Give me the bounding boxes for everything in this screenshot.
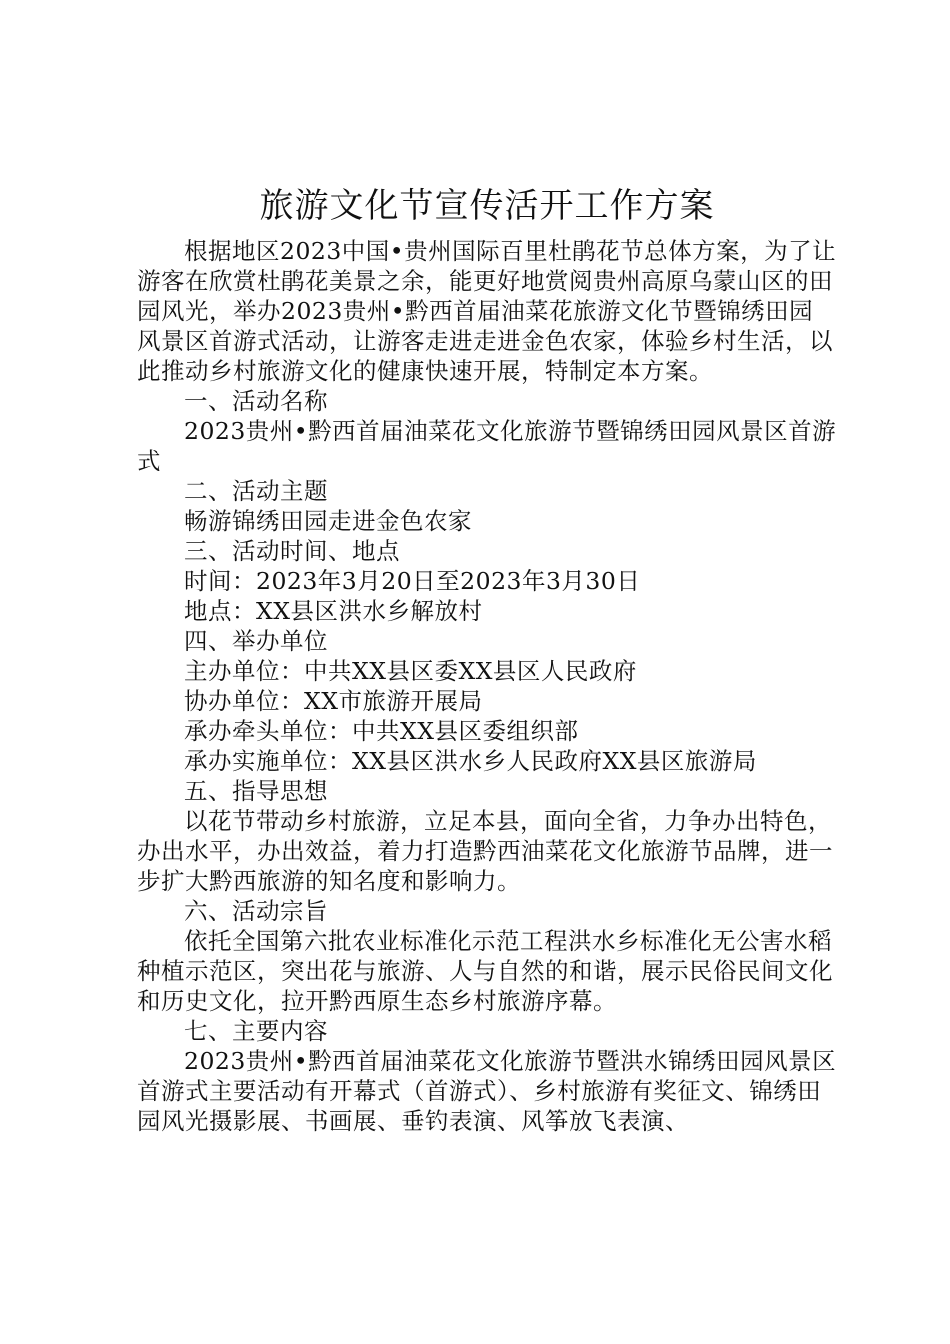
document-title: 旅游文化节宣传活开工作方案 <box>259 186 715 226</box>
section-2-heading: 二、活动主题 <box>184 477 328 505</box>
section-7-text: 2023贵州•黔西首届油菜花文化旅游节暨洪水锦绣田园风景区首游式主要活动有开幕式（首游式）、乡村旅游有奖征文、锦绣田园风光摄影展、书画展、垂钓表演、风筝放飞表演、 <box>137 1047 837 1135</box>
section-4-implementer: 承办实施单位：XX县区洪水乡人民政府XX县区旅游局 <box>184 747 757 775</box>
section-6-text: 依托全国第六批农业标准化示范工程洪水乡标准化无公害水稻种植示范区，突出花与旅游、人与自然的和谐，展示民俗民间文化和历史文化，拉开黔西原生态乡村旅游序幕。 <box>137 927 833 1015</box>
section-3-place: 地点：XX县区洪水乡解放村 <box>184 597 483 625</box>
section-3-heading: 三、活动时间、地点 <box>184 537 400 565</box>
section-1-text: 2023贵州•黔西首届油菜花文化旅游节暨锦绣田园风景区首游式 <box>137 417 837 475</box>
section-5-heading: 五、指导思想 <box>184 777 328 805</box>
section-7-heading: 七、主要内容 <box>184 1017 328 1045</box>
section-4-co-organizer: 协办单位：XX市旅游开展局 <box>184 687 483 715</box>
section-2-text: 畅游锦绣田园走进金色农家 <box>184 507 472 535</box>
section-4-lead-organizer: 承办牵头单位：中共XX县区委组织部 <box>184 717 579 745</box>
intro-paragraph: 根据地区2023中国•贵州国际百里杜鹃花节总体方案，为了让游客在欣赏杜鹃花美景之余，能更好地赏阅贵州高原乌蒙山区的田园风光，举办2023贵州•黔西首届油菜花旅游文化节暨锦绣田园风景区首游式活动，让游客走进走进金色农家，体验乡村生活，以此推动乡村旅游文化的健康快速开展，特制定本方案。 <box>137 237 837 385</box>
section-6-heading: 六、活动宗旨 <box>184 897 328 925</box>
document-page <box>137 180 837 1136</box>
section-5-text: 以花节带动乡村旅游，立足本县，面向全省，力争办出特色，办出水平，办出效益，着力打造黔西油菜花文化旅游节品牌，进一步扩大黔西旅游的知名度和影响力。 <box>137 807 833 895</box>
section-1-heading: 一、活动名称 <box>184 387 328 415</box>
section-4-heading: 四、举办单位 <box>184 627 328 655</box>
section-4-host: 主办单位：中共XX县区委XX县区人民政府 <box>184 657 637 685</box>
section-3-time: 时间：2023年3月20日至2023年3月30日 <box>184 567 641 595</box>
